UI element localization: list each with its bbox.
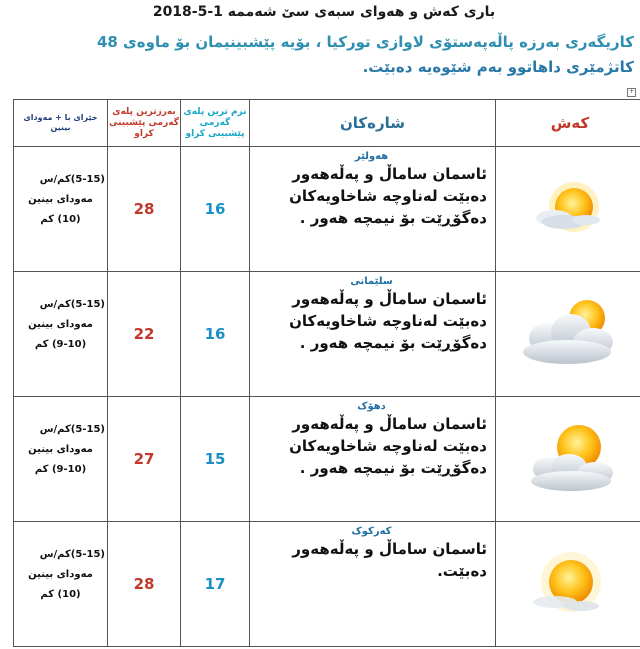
sun-with-light-haze-icon <box>525 544 615 624</box>
header-wind-visibility: خێرای با + مەودای بینین <box>14 100 108 147</box>
title-date: 2018-5-1 <box>152 4 223 20</box>
weather-icon-cell <box>496 272 640 397</box>
table-row <box>14 522 640 647</box>
intro-line-2: کاتژمێری داهاتوو بەم شێوەیە دەبێت. <box>362 58 634 76</box>
weather-icon-cell <box>496 147 640 272</box>
wind-speed: (5-15)کم/س <box>39 549 105 560</box>
wind-visibility-cell <box>14 147 108 272</box>
visibility-value: (10) کم <box>40 589 81 600</box>
weather-table <box>13 99 640 647</box>
forecast-description: ئاسمان ساماڵ و پەڵەهەور دەبێت. <box>292 540 487 580</box>
table-row <box>14 147 640 272</box>
table-row <box>14 397 640 522</box>
wind-speed: (5-15)کم/س <box>39 424 105 435</box>
visibility-label: مەودای بینین <box>28 194 93 205</box>
city-name: هەولێر <box>354 151 389 162</box>
high-temp: 22 <box>108 272 181 397</box>
low-temp: 16 <box>181 147 250 272</box>
city-cell <box>250 522 496 647</box>
table-row <box>14 272 640 397</box>
title-text: باری کەش و هەوای سبەی سێ شەممە <box>227 4 496 20</box>
wind-visibility-cell <box>14 272 108 397</box>
header-low-temp: نزم ترین پلەی گەرمی پێشبینی کراو <box>181 100 250 147</box>
city-cell <box>250 397 496 522</box>
weather-icon-cell <box>496 522 640 647</box>
low-temp: 15 <box>181 397 250 522</box>
city-cell <box>250 147 496 272</box>
forecast-description: ئاسمان ساماڵ و پەڵەهەور دەبێت لەناوچە شاخاویەکان دەگۆڕێت بۆ نیمچە هەور . <box>289 290 487 352</box>
sun-behind-small-cloud-icon <box>530 174 610 244</box>
high-temp: 28 <box>108 522 181 647</box>
low-temp: 17 <box>181 522 250 647</box>
visibility-value: (9-10) کم <box>34 464 87 475</box>
city-name: کەرکوک <box>351 526 392 537</box>
forecast-description: ئاسمان ساماڵ و پەڵەهەور دەبێت لەناوچە شاخاویەکان دەگۆڕێت بۆ نیمچە هەور . <box>289 165 487 227</box>
high-temp: 28 <box>108 147 181 272</box>
header-high-temp: بەرزترین پلەی گەرمی پێشبینی کراو <box>108 100 181 147</box>
wind-visibility-cell <box>14 522 108 647</box>
sun-behind-cloud-icon <box>515 421 625 497</box>
high-temp: 27 <box>108 397 181 522</box>
wind-speed: (5-15)کم/س <box>39 299 105 310</box>
intro-paragraph <box>6 30 634 80</box>
header-cities: شارەکان <box>250 100 496 147</box>
city-cell <box>250 272 496 397</box>
city-name: سلێمانی <box>350 276 393 287</box>
visibility-value: (9-10) کم <box>34 339 87 350</box>
weather-icon-cell <box>496 397 640 522</box>
table-anchor-icon: + <box>628 88 635 95</box>
city-name: دهۆک <box>357 401 386 412</box>
sun-behind-large-cloud-icon <box>515 296 625 372</box>
intro-line-1: کاریگەری بەرزە پاڵەپەستۆی لاوازی تورکیا ، بۆیە پێشبینیمان بۆ ماوەی 48 <box>96 33 634 51</box>
visibility-value: (10) کم <box>40 214 81 225</box>
header-row <box>14 100 640 147</box>
page-title <box>0 4 640 20</box>
visibility-label: مەودای بینین <box>28 569 93 580</box>
visibility-label: مەودای بینین <box>28 444 93 455</box>
wind-speed: (5-15)کم/س <box>39 174 105 185</box>
low-temp: 16 <box>181 272 250 397</box>
forecast-description: ئاسمان ساماڵ و پەڵەهەور دەبێت لەناوچە شاخاویەکان دەگۆڕێت بۆ نیمچە هەور . <box>289 415 487 477</box>
wind-visibility-cell <box>14 397 108 522</box>
header-weather: کەش <box>496 100 640 147</box>
visibility-label: مەودای بینین <box>28 319 93 330</box>
